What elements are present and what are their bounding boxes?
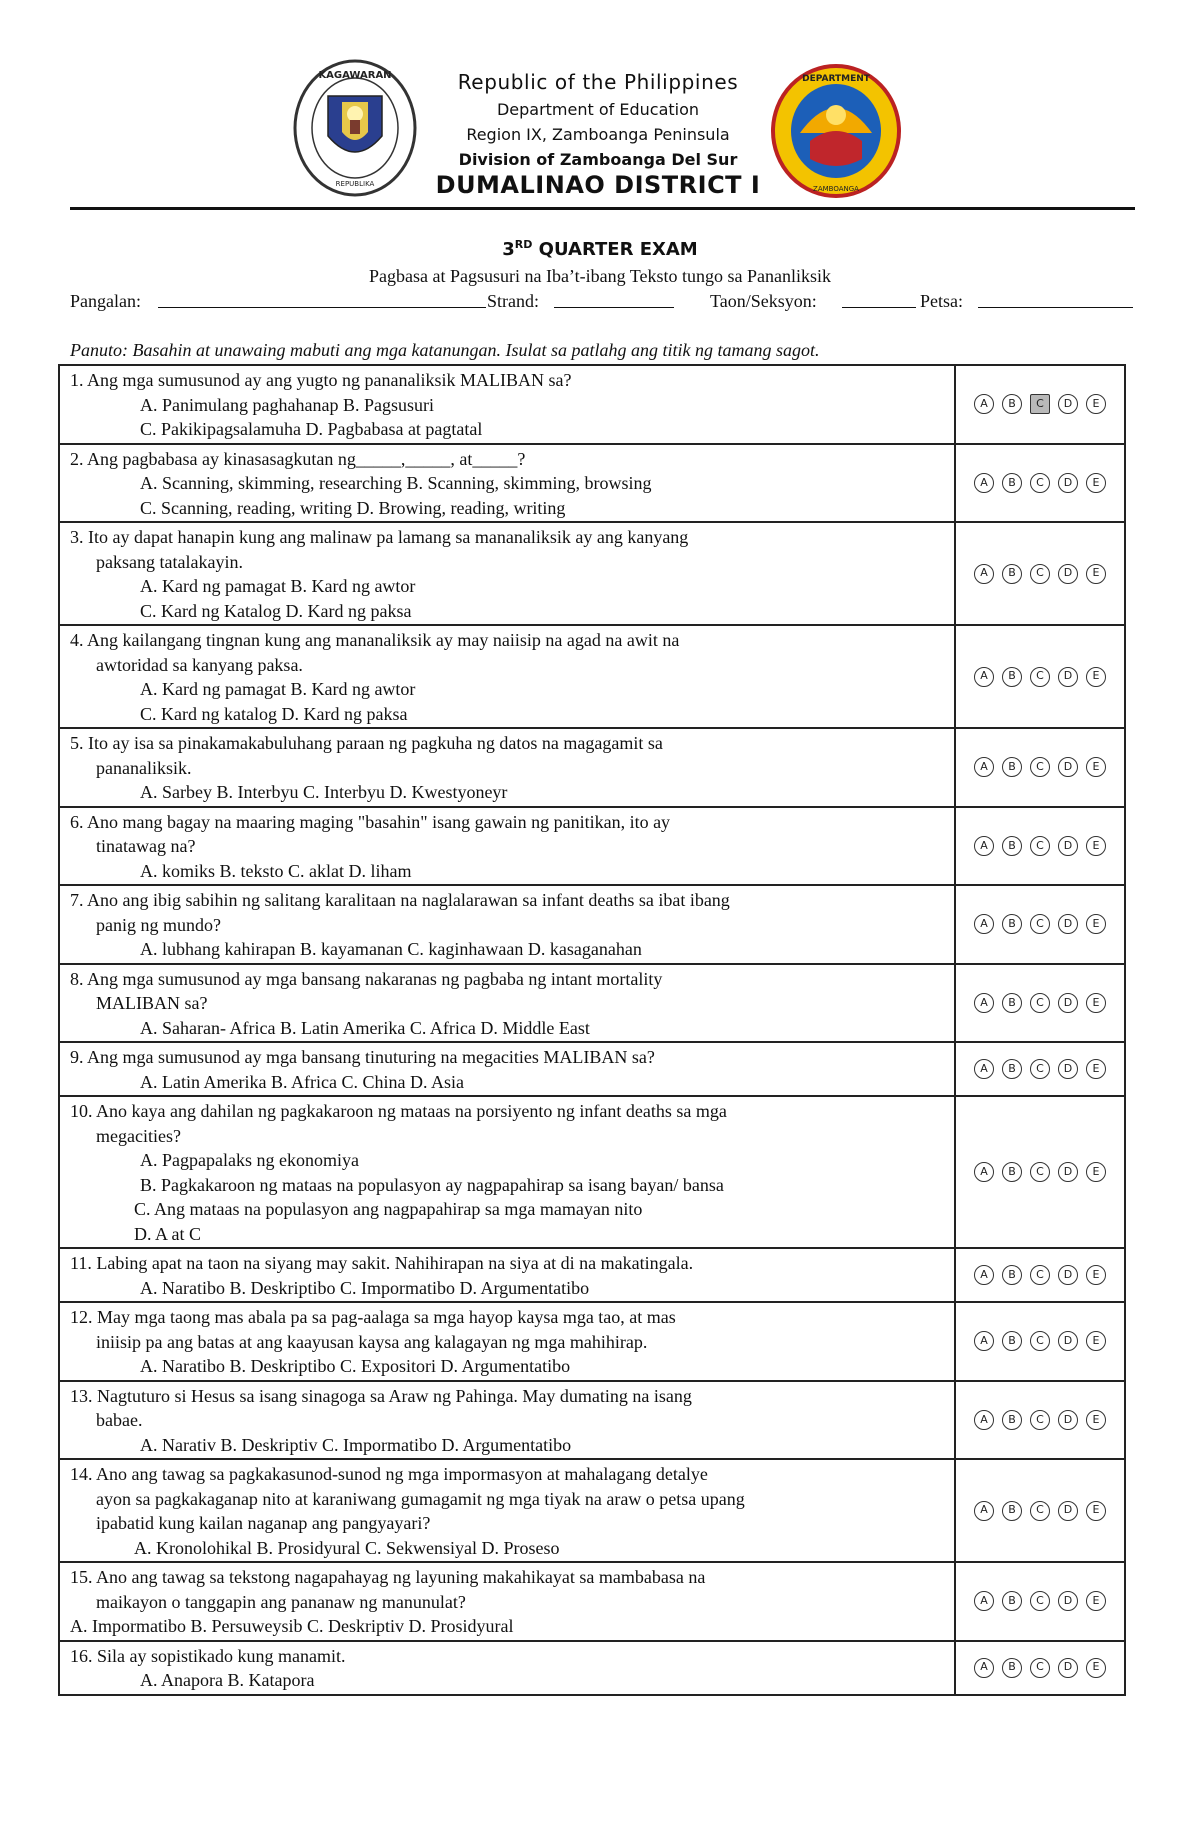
answer-bubble-a[interactable]: A bbox=[974, 564, 994, 584]
question-text bbox=[59, 522, 955, 625]
answer-bubble-c[interactable]: C bbox=[1030, 836, 1050, 856]
answer-bubble-b[interactable]: B bbox=[1002, 757, 1022, 777]
answer-bubble-c[interactable]: C bbox=[1030, 757, 1050, 777]
answer-bubble-e[interactable]: E bbox=[1086, 1501, 1106, 1521]
answer-bubble-d[interactable]: D bbox=[1058, 1591, 1078, 1611]
answer-bubble-e[interactable]: E bbox=[1086, 564, 1106, 584]
answer-bubble-e[interactable]: E bbox=[1086, 1331, 1106, 1351]
question-stem: 10. Ano kaya ang dahilan ng pagkakaroon ng mataas na porsiyento ng infant deaths sa mga bbox=[70, 1101, 727, 1121]
answer-bubble-b[interactable]: B bbox=[1002, 667, 1022, 687]
answer-bubbles-cell bbox=[955, 1248, 1125, 1302]
answer-bubble-b[interactable]: B bbox=[1002, 1591, 1022, 1611]
answer-bubble-a[interactable]: A bbox=[974, 1501, 994, 1521]
answer-bubble-b[interactable]: B bbox=[1002, 1162, 1022, 1182]
answer-bubble-a[interactable]: A bbox=[974, 1591, 994, 1611]
answer-bubble-d[interactable]: D bbox=[1058, 993, 1078, 1013]
division-seal-icon bbox=[770, 63, 902, 200]
answer-bubble-d[interactable]: D bbox=[1058, 1059, 1078, 1079]
answer-bubble-d[interactable]: D bbox=[1058, 1162, 1078, 1182]
answer-bubbles-cell bbox=[955, 1641, 1125, 1695]
answer-bubble-a[interactable]: A bbox=[974, 1658, 994, 1678]
answer-bubbles-cell bbox=[955, 964, 1125, 1043]
answer-bubble-b[interactable]: B bbox=[1002, 1410, 1022, 1430]
header-region: Region IX, Zamboanga Peninsula bbox=[466, 125, 730, 144]
name-label: Pangalan: bbox=[70, 291, 141, 311]
question-stem-continued: paksang tatalakayin. bbox=[96, 551, 243, 572]
header-rule bbox=[70, 207, 1135, 210]
answer-option-line: C. Pakikipagsalamuha D. Pagbabasa at pagtatal bbox=[140, 419, 483, 439]
student-fields bbox=[70, 291, 1135, 315]
answer-bubble-a[interactable]: A bbox=[974, 394, 994, 414]
strand-label: Strand: bbox=[487, 291, 539, 311]
answer-bubble-c[interactable]: C bbox=[1030, 1162, 1050, 1182]
question-stem: 7. Ano ang ibig sabihin ng salitang karalitaan na naglalarawan sa infant deaths sa ibat ibang bbox=[70, 890, 730, 910]
answer-bubble-b[interactable]: B bbox=[1002, 564, 1022, 584]
answer-bubble-d[interactable]: D bbox=[1058, 564, 1078, 584]
answer-bubble-d[interactable]: D bbox=[1058, 1265, 1078, 1285]
answer-bubble-a[interactable]: A bbox=[974, 1059, 994, 1079]
question-stem-continued: panig ng mundo? bbox=[96, 914, 221, 935]
question-stem-continued: megacities? bbox=[96, 1125, 181, 1146]
answer-bubble-d[interactable]: D bbox=[1058, 757, 1078, 777]
answer-bubble-e[interactable]: E bbox=[1086, 914, 1106, 934]
question-row bbox=[59, 1641, 1125, 1695]
answer-bubble-c[interactable]: C bbox=[1030, 993, 1050, 1013]
question-text bbox=[59, 728, 955, 807]
letterhead bbox=[70, 58, 1135, 208]
answer-bubble-e[interactable]: E bbox=[1086, 993, 1106, 1013]
svg-text:ZAMBOANGA: ZAMBOANGA bbox=[813, 185, 859, 193]
answer-option-line: A. Naratibo B. Deskriptibo C. Expositori D. Argumentatibo bbox=[140, 1356, 571, 1376]
question-stem: 6. Ano mang bagay na maaring maging "basahin" isang gawain ng panitikan, ito ay bbox=[70, 811, 671, 832]
question-row bbox=[59, 1248, 1125, 1302]
question-stem: 9. Ang mga sumusunod ay mga bansang tinuturing na megacities MALIBAN sa? bbox=[70, 1047, 655, 1067]
year-section-label: Taon/Seksyon: bbox=[710, 291, 817, 311]
answer-bubble-c[interactable]: C bbox=[1030, 1059, 1050, 1079]
answer-bubble-d[interactable]: D bbox=[1058, 914, 1078, 934]
question-stem-continued: awtoridad sa kanyang paksa. bbox=[96, 654, 303, 675]
answer-bubble-e[interactable]: E bbox=[1086, 836, 1106, 856]
answer-bubble-c[interactable]: C bbox=[1030, 564, 1050, 584]
question-stem: 4. Ang kailangang tingnan kung ang mananaliksik ay may naiisip na agad na awit na bbox=[70, 630, 680, 650]
answer-option-line: C. Kard ng Katalog D. Kard ng paksa bbox=[140, 600, 412, 621]
answer-bubble-a[interactable]: A bbox=[974, 757, 994, 777]
answer-option-line: A. Sarbey B. Interbyu C. Interbyu D. Kwestyoneyr bbox=[140, 782, 508, 802]
answer-option-line: C. Kard ng katalog D. Kard ng paksa bbox=[140, 703, 408, 724]
question-text bbox=[59, 1248, 955, 1302]
question-row bbox=[59, 1562, 1125, 1641]
answer-option-line: A. Anapora B. Katapora bbox=[140, 1670, 315, 1690]
question-stem: 8. Ang mga sumusunod ay mga bansang nakaranas ng pagbaba ng intant mortality bbox=[70, 968, 663, 989]
question-row bbox=[59, 365, 1125, 444]
deped-seal-icon bbox=[292, 58, 418, 198]
date-label: Petsa: bbox=[920, 291, 963, 311]
question-text bbox=[59, 1042, 955, 1096]
answer-bubble-b[interactable]: B bbox=[1002, 1331, 1022, 1351]
answer-bubble-c[interactable]: C bbox=[1030, 1658, 1050, 1678]
header-division: Division of Zamboanga Del Sur bbox=[458, 150, 738, 169]
answer-bubble-b[interactable]: B bbox=[1002, 914, 1022, 934]
answer-bubbles-cell bbox=[955, 365, 1125, 444]
question-stem-continued: ipabatid kung kailan naganap ang pangyayari? bbox=[96, 1513, 431, 1533]
question-stem: 3. Ito ay dapat hanapin kung ang malinaw pa lamang sa mananaliksik ay ang kanyang bbox=[70, 527, 689, 547]
answer-bubbles-cell bbox=[955, 1562, 1125, 1641]
exam-title: 3RD QUARTER EXAM bbox=[502, 238, 698, 260]
answer-bubble-c[interactable]: C bbox=[1030, 1265, 1050, 1285]
answer-bubble-e[interactable]: E bbox=[1086, 757, 1106, 777]
answer-bubble-d[interactable]: D bbox=[1058, 836, 1078, 856]
answer-bubbles-cell bbox=[955, 444, 1125, 523]
answer-option-line: A. Kard ng pamagat B. Kard ng awtor bbox=[140, 679, 416, 699]
answer-bubbles-cell bbox=[955, 728, 1125, 807]
svg-text:DEPARTMENT: DEPARTMENT bbox=[802, 74, 870, 84]
answer-bubble-e[interactable]: E bbox=[1086, 1265, 1106, 1285]
question-stem: 13. Nagtuturo si Hesus sa isang sinagoga sa Araw ng Pahinga. May dumating na isang bbox=[70, 1385, 692, 1406]
question-text bbox=[59, 1302, 955, 1381]
question-stem-continued: maikayon o tanggapin ang pananaw ng manunulat? bbox=[96, 1591, 466, 1612]
question-stem: 12. May mga taong mas abala pa sa pag-aalaga sa mga hayop kaysa mga tao, at mas bbox=[70, 1307, 676, 1327]
answer-bubble-e[interactable]: E bbox=[1086, 667, 1106, 687]
answer-bubble-b[interactable]: B bbox=[1002, 993, 1022, 1013]
question-stem-continued: pananaliksik. bbox=[96, 757, 192, 778]
answer-bubble-a[interactable]: A bbox=[974, 993, 994, 1013]
answer-bubble-a[interactable]: A bbox=[974, 1410, 994, 1430]
answer-option-line: A. Kronolohikal B. Prosidyural C. Sekwensiyal D. Proseso bbox=[134, 1537, 560, 1558]
question-stem: 15. Ano ang tawag sa tekstong nagapahayag ng layuning makahikayat sa mambabasa na bbox=[70, 1567, 706, 1587]
answer-bubbles-cell bbox=[955, 1096, 1125, 1248]
answer-option-line: A. Latin Amerika B. Africa C. China D. Asia bbox=[140, 1071, 464, 1092]
answer-bubbles-cell bbox=[955, 1381, 1125, 1460]
svg-text:KAGAWARAN: KAGAWARAN bbox=[318, 70, 392, 81]
question-stem-continued: MALIBAN sa? bbox=[96, 993, 208, 1013]
answer-option-line: A. komiks B. teksto C. aklat D. liham bbox=[140, 860, 412, 881]
answer-bubbles-cell bbox=[955, 885, 1125, 964]
answer-bubble-d[interactable]: D bbox=[1058, 1658, 1078, 1678]
question-text bbox=[59, 625, 955, 728]
answer-bubble-b[interactable]: B bbox=[1002, 1059, 1022, 1079]
question-row bbox=[59, 1302, 1125, 1381]
answer-bubble-e[interactable]: E bbox=[1086, 1410, 1106, 1430]
answer-bubble-d[interactable]: D bbox=[1058, 1331, 1078, 1351]
answer-option-line: A. Kard ng pamagat B. Kard ng awtor bbox=[140, 576, 416, 596]
answer-option-line: A. Panimulang paghahanap B. Pagsusuri bbox=[140, 394, 434, 415]
answer-bubbles-cell bbox=[955, 625, 1125, 728]
question-table bbox=[58, 364, 1126, 1696]
question-row bbox=[59, 1042, 1125, 1096]
question-stem-continued: ayon sa pagkakaganap nito at karaniwang gumagamit ng mga tiyak na araw o petsa upang bbox=[96, 1488, 745, 1509]
question-stem: 1. Ang mga sumusunod ay ang yugto ng pananaliksik MALIBAN sa? bbox=[70, 370, 572, 390]
question-row bbox=[59, 444, 1125, 523]
answer-bubble-e[interactable]: E bbox=[1086, 1162, 1106, 1182]
question-row bbox=[59, 807, 1125, 886]
answer-bubble-e[interactable]: E bbox=[1086, 473, 1106, 493]
question-text bbox=[59, 1641, 955, 1695]
answer-bubble-d[interactable]: D bbox=[1058, 1501, 1078, 1521]
question-text bbox=[59, 1459, 955, 1562]
answer-bubble-a[interactable]: A bbox=[974, 473, 994, 493]
answer-option-line: A. Impormatibo B. Persuweysib C. Deskriptiv D. Prosidyural bbox=[70, 1616, 514, 1636]
question-stem-continued: iniisip pa ang batas at ang kaayusan kaysa ang kalagayan ng mga mahihirap. bbox=[96, 1331, 648, 1352]
answer-bubble-b[interactable]: B bbox=[1002, 836, 1022, 856]
question-stem: 14. Ano ang tawag sa pagkakasunod-sunod ng mga impormasyon at mahalagang detalye bbox=[70, 1464, 708, 1484]
question-text bbox=[59, 885, 955, 964]
header-department: Department of Education bbox=[496, 100, 700, 119]
answer-option-line: A. Scanning, skimming, researching B. Scanning, skimming, browsing bbox=[140, 473, 652, 493]
answer-bubble-e[interactable]: E bbox=[1086, 1059, 1106, 1079]
answer-bubble-b[interactable]: B bbox=[1002, 394, 1022, 414]
answer-bubble-c[interactable]: C bbox=[1030, 473, 1050, 493]
answer-bubble-e[interactable]: E bbox=[1086, 394, 1106, 414]
answer-bubble-a[interactable]: A bbox=[974, 1331, 994, 1351]
answer-bubble-e[interactable]: E bbox=[1086, 1658, 1106, 1678]
answer-bubble-e[interactable]: E bbox=[1086, 1591, 1106, 1611]
answer-bubble-b[interactable]: B bbox=[1002, 1265, 1022, 1285]
question-row bbox=[59, 885, 1125, 964]
answer-bubble-c[interactable]: C bbox=[1030, 914, 1050, 934]
answer-bubbles-cell bbox=[955, 807, 1125, 886]
answer-bubble-b[interactable]: B bbox=[1002, 473, 1022, 493]
question-text bbox=[59, 807, 955, 886]
question-row bbox=[59, 1381, 1125, 1460]
question-text bbox=[59, 964, 955, 1043]
question-row bbox=[59, 625, 1125, 728]
answer-bubble-c[interactable]: C bbox=[1030, 667, 1050, 687]
answer-bubble-c[interactable]: C bbox=[1030, 1591, 1050, 1611]
question-text bbox=[59, 1562, 955, 1641]
header-republic: Republic of the Philippines bbox=[457, 70, 739, 94]
question-row bbox=[59, 1459, 1125, 1562]
exam-subject: Pagbasa at Pagsusuri na Iba’t-ibang Teksto tungo sa Pananliksik bbox=[368, 266, 831, 286]
answer-option-line: C. Scanning, reading, writing D. Browing, reading, writing bbox=[140, 497, 566, 518]
question-text bbox=[59, 1096, 955, 1248]
answer-option-line: A. Pagpapalaks ng ekonomiya bbox=[140, 1150, 359, 1170]
answer-bubble-a[interactable]: A bbox=[974, 836, 994, 856]
answer-option-line: B. Pagkakaroon ng mataas na populasyon ay nagpapahirap sa isang bayan/ bansa bbox=[140, 1174, 724, 1195]
answer-bubble-d[interactable]: D bbox=[1058, 394, 1078, 414]
answer-bubble-a[interactable]: A bbox=[974, 667, 994, 687]
answer-bubble-c[interactable]: C bbox=[1030, 1410, 1050, 1430]
svg-text:REPUBLIKA: REPUBLIKA bbox=[335, 180, 375, 188]
answer-option-line: C. Ang mataas na populasyon ang nagpapahirap sa mga mamayan nito bbox=[134, 1199, 643, 1219]
directions: Panuto: Basahin at unawaing mabuti ang mga katanungan. Isulat sa patlahg ang titik ng tamang sagot. bbox=[70, 340, 820, 360]
question-row bbox=[59, 964, 1125, 1043]
answer-bubbles-cell bbox=[955, 1302, 1125, 1381]
answer-option-line: A. Naratibo B. Deskriptibo C. Impormatibo D. Argumentatibo bbox=[140, 1277, 590, 1298]
question-stem: 5. Ito ay isa sa pinakamakabuluhang paraan ng pagkuha ng datos na magagamit sa bbox=[70, 733, 663, 753]
header-district: DUMALINAO DISTRICT I bbox=[435, 171, 761, 199]
question-text bbox=[59, 365, 955, 444]
answer-bubble-c[interactable]: C bbox=[1030, 1331, 1050, 1351]
answer-bubble-b[interactable]: B bbox=[1002, 1658, 1022, 1678]
question-stem-continued: tinatawag na? bbox=[96, 836, 196, 856]
question-stem: 11. Labing apat na taon na siyang may sakit. Nahihirapan na siya at di na makatingala. bbox=[70, 1253, 694, 1273]
question-stem: 2. Ang pagbabasa ay kinasasagkutan ng_____,_____, at_____? bbox=[70, 448, 526, 469]
answer-bubbles-cell bbox=[955, 522, 1125, 625]
answer-bubble-d[interactable]: D bbox=[1058, 1410, 1078, 1430]
question-row bbox=[59, 1096, 1125, 1248]
question-stem: 16. Sila ay sopistikado kung manamit. bbox=[70, 1645, 346, 1666]
answer-bubble-b[interactable]: B bbox=[1002, 1501, 1022, 1521]
answer-bubble-c[interactable]: C bbox=[1030, 394, 1050, 414]
question-text bbox=[59, 1381, 955, 1460]
answer-bubble-d[interactable]: D bbox=[1058, 473, 1078, 493]
answer-bubble-a[interactable]: A bbox=[974, 1265, 994, 1285]
answer-option-line: A. lubhang kahirapan B. kayamanan C. kaginhawaan D. kasaganahan bbox=[140, 939, 642, 959]
answer-bubble-d[interactable]: D bbox=[1058, 667, 1078, 687]
question-row bbox=[59, 522, 1125, 625]
answer-bubbles-cell bbox=[955, 1459, 1125, 1562]
question-text bbox=[59, 444, 955, 523]
answer-option-line: D. A at C bbox=[134, 1223, 202, 1244]
answer-option-line: A. Saharan- Africa B. Latin Amerika C. Africa D. Middle East bbox=[140, 1017, 590, 1038]
question-stem-continued: babae. bbox=[96, 1410, 143, 1430]
answer-bubble-a[interactable]: A bbox=[974, 1162, 994, 1182]
answer-bubble-a[interactable]: A bbox=[974, 914, 994, 934]
answer-bubble-c[interactable]: C bbox=[1030, 1501, 1050, 1521]
answer-bubbles-cell bbox=[955, 1042, 1125, 1096]
answer-option-line: A. Narativ B. Deskriptiv C. Impormatibo D. Argumentatibo bbox=[140, 1434, 572, 1455]
question-row bbox=[59, 728, 1125, 807]
